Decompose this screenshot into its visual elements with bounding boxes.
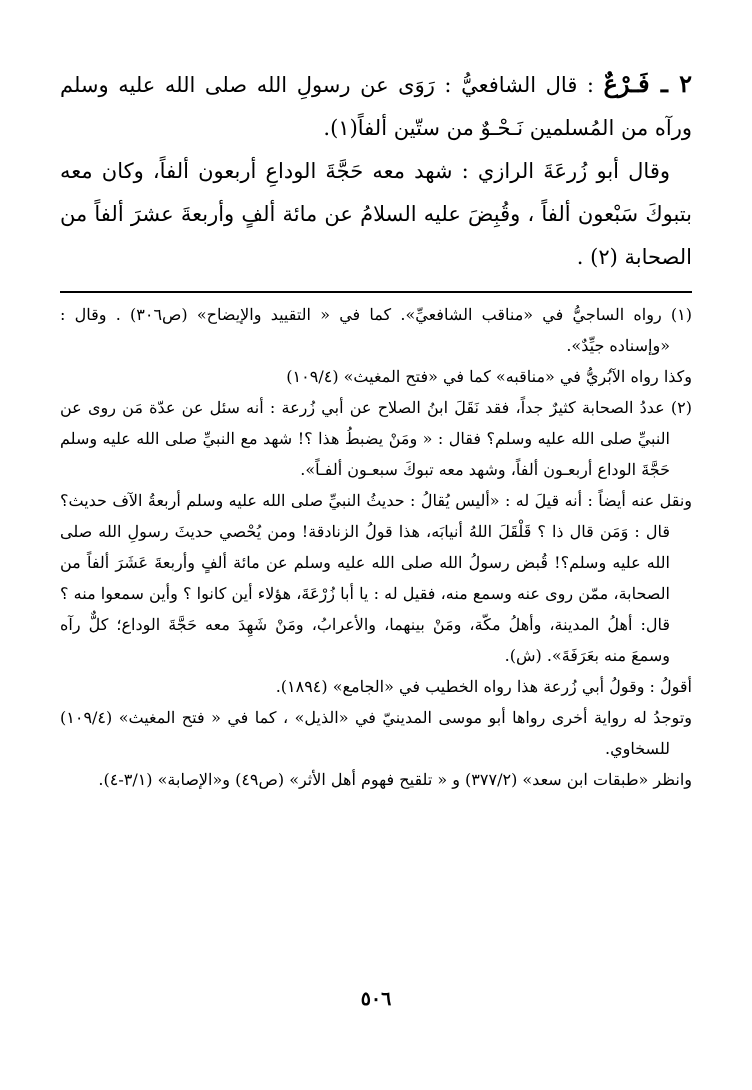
paragraph-abu-zura: وقال أبو زُرعَةَ الرازي : شهد معه حَجَّةَ الوداعِ أربعون ألفاً، وكان معه بتبوكَ سَبْعون ألفاً ، وقُبِضَ عليه السلامُ عن مائة ألفٍ وأربعةَ عشرَ ألفاً من الصحابة (٢) . — [60, 159, 692, 269]
paragraph-far — [60, 62, 692, 150]
footnotes — [60, 299, 692, 795]
footnote-unzur: وانظر «طبقات ابن سعد» (٣٧٧/٢) و « تلقيح فهوم أهل الأثر» (ص٤٩) و«الإصابة» (٣/١-٤). — [98, 770, 692, 789]
footnote-2: (٢) عددُ الصحابة كثيرٌ جداً، فقد نَقَلَ ابنُ الصلاح عن أبي زُرعة : أنه سئل عن عدّة مَن روى عن النبيِّ صلى الله عليه وسلم؟ فقال : « ومَنْ يضبطُ هذا ؟! شهد مع النبيِّ صلى الله عليه وسلم حَجَّةَ الوداع أربعـون ألفاً، وشهد معه تبوكَ سبعـون ألفـاً». — [60, 398, 693, 479]
page-number: ٥٠٦ — [360, 988, 392, 1010]
footnote-aqulu: أقولُ : وقولُ أبي زُرعة هذا رواه الخطيب في «الجامع» (١٨٩٤). — [275, 677, 692, 696]
footnote-tujad: وتوجدُ له رواية أخرى رواها أبو موسى المدينيّ في «الذيل» ، كما في « فتح المغيث» (١٠٩/٤) للسخاوي. — [60, 708, 692, 758]
main-text — [60, 62, 692, 279]
section-heading: ٢ ـ فَـرْعٌ — [603, 69, 693, 98]
footnote-1-addition: وكذا رواه الآبُريُّ في «مناقبه» كما في «فتح المغيث» (١٠٩/٤) — [286, 367, 692, 386]
footnote-1: (١) رواه الساجيُّ في «مناقب الشافعيِّ». كما في « التقييد والإيضاح» (ص٣٠٦) . وقال : «وإسناده جيِّدٌ». — [60, 305, 692, 355]
footnote-divider — [60, 291, 692, 293]
paragraph-far-text: : قال الشافعيُّ : رَوَى عن رسولِ الله صلى الله عليه وسلم ورآه من المُسلمين نَـحْـوٌ من ستّين ألفاً(١). — [60, 73, 692, 140]
footnote-2-continuation: ونقل عنه أيضاً : أنه قيلَ له : «أليس يُقالُ : حديثُ النبيِّ صلى الله عليه وسلم أربعةُ الآف حديث؟ قال : وَمَن قال ذا ؟ قَلْقَلَ اللهُ أنيابَه، هذا قولُ الزنادقة! ومن يُحْصي حديثَ رسولِ الله صلى الله عليه وسلم؟! قُبض رسولُ الله صلى الله عليه وسلم عن مائة ألفٍ وأربعةَ عَشَرَ ألفاً من الصحابة، ممّن روى عنه وسمع منه، فقيل له : يا أبا زُرْعَةَ، هؤلاء أين كانوا ؟ وأين سمعوا منه ؟ قال: أهلُ المدينة، وأهلُ مكّة، ومَنْ بينهما، والأعرابُ، ومَنْ شَهِدَ معه حَجَّةَ الوداع؛ كلٌّ رآه وسمعَ منه بعَرَفَةَ». (ش). — [60, 491, 692, 665]
